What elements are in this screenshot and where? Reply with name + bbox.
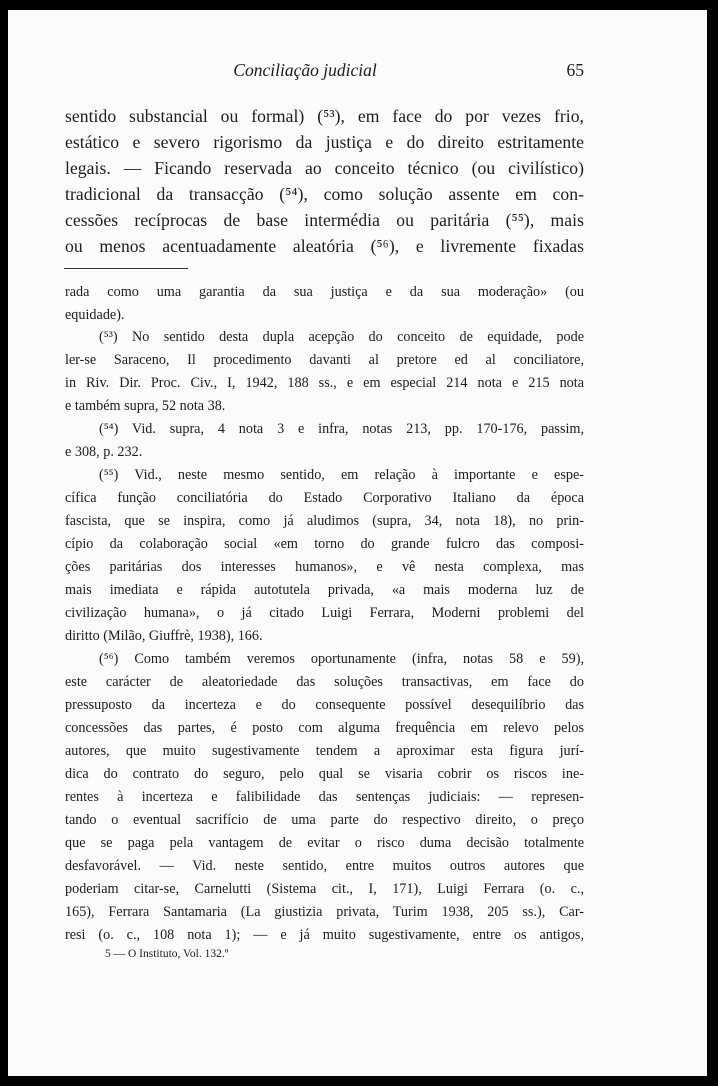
body-line: tradicional da transacção (⁵⁴), como solução assente em con-	[65, 184, 584, 204]
footnote-line: desfavorável. — Vid. neste sentido, entre muitos outros autores que	[65, 858, 584, 874]
footnote-line: poderiam citar-se, Carnelutti (Sistema cit., I, 171), Luigi Ferrara (o. c.,	[65, 881, 584, 897]
footnote-56-start: (⁵⁶) Como também veremos oportunamente (infra, notas 58 e 59),	[99, 651, 584, 667]
footnote-line: resi (o. c., 108 nota 1); — e já muito sugestivamente, entre os antigos,	[65, 927, 584, 943]
footnote-line: pressuposto da incerteza e do consequente possível desequilíbrio das	[65, 697, 584, 713]
footnote-line: rentes à incerteza e falibilidade das sentenças judiciais: — represen-	[65, 789, 584, 805]
signature-mark: 5 — O Instituto, Vol. 132.º	[105, 948, 229, 960]
page-number: 65	[566, 60, 584, 80]
book-page	[8, 10, 707, 1076]
footnote-line: dica do contrato do seguro, pelo qual se visaria cobrir os riscos ine-	[65, 766, 584, 782]
footnote-53-start: (⁵³) No sentido desta dupla acepção do conceito de equidade, pode	[99, 329, 584, 345]
footnote-55-start: (⁵⁵) Vid., neste mesmo sentido, em relação à importante e espe-	[99, 467, 584, 483]
footnote-line: mais imediata e rápida autotutela privada, «a mais moderna luz de	[65, 582, 584, 598]
footnote-line: ções paritárias dos interesses humanos», e vê nesta complexa, mas	[65, 559, 584, 575]
footnote-separator	[64, 268, 188, 269]
body-line: estático e severo rigorismo da justiça e do direito estritamente	[65, 132, 584, 152]
body-line: ou menos acentuadamente aleatória (⁵⁶), e livremente fixadas	[65, 236, 584, 256]
footnote-line: autores, que muito sugestivamente tendem a aproximar esta figura jurí-	[65, 743, 584, 759]
footnote-line: cífica função conciliatória do Estado Corporativo Italiano da época	[65, 490, 584, 506]
footnote-line: concessões das partes, é posto com alguma frequência em relevo pelos	[65, 720, 584, 736]
footnote-line: cípio da colaboração social «em torno do grande fulcro das composi-	[65, 536, 584, 552]
footnote-line: ler-se Saraceno, Il procedimento davanti al pretore ed al conciliatore,	[65, 352, 584, 368]
footnote-line: diritto (Milão, Giuffrè, 1938), 166.	[65, 628, 263, 644]
footnote-line: fascista, que se inspira, como já aludimos (supra, 34, nota 18), no prin-	[65, 513, 584, 529]
body-line: legais. — Ficando reservada ao conceito técnico (ou civilístico)	[65, 158, 584, 178]
footnote-54-start: (⁵⁴) Vid. supra, 4 nota 3 e infra, notas 213, pp. 170-176, passim,	[99, 421, 584, 437]
footnote-line: rada como uma garantia da sua justiça e da sua moderação» (ou	[65, 284, 584, 300]
footnote-line: in Riv. Dir. Proc. Civ., I, 1942, 188 ss., e em especial 214 nota e 215 nota	[65, 375, 584, 391]
footnote-line: 165), Ferrara Santamaria (La giustizia privata, Turim 1938, 205 ss.), Car-	[65, 904, 584, 920]
footnote-line: este carácter de aleatoriedade das soluções transactivas, em face do	[65, 674, 584, 690]
footnote-line: tando o eventual sacrifício de uma parte do respectivo direito, o preço	[65, 812, 584, 828]
footnote-line: civilização humana», o já citado Luigi Ferrara, Moderni problemi del	[65, 605, 584, 621]
body-line: sentido substancial ou formal) (⁵³), em face do por vezes frio,	[65, 106, 584, 126]
footnote-line: equidade).	[65, 307, 125, 323]
footnote-line: e também supra, 52 nota 38.	[65, 398, 226, 414]
footnote-line: e 308, p. 232.	[65, 444, 143, 460]
running-header-title: Conciliação judicial	[233, 60, 377, 80]
body-line: cessões recíprocas de base intermédia ou paritária (⁵⁵), mais	[65, 210, 584, 230]
footnote-line: que se paga pela vantagem de evitar o risco duma decisão totalmente	[65, 835, 584, 851]
